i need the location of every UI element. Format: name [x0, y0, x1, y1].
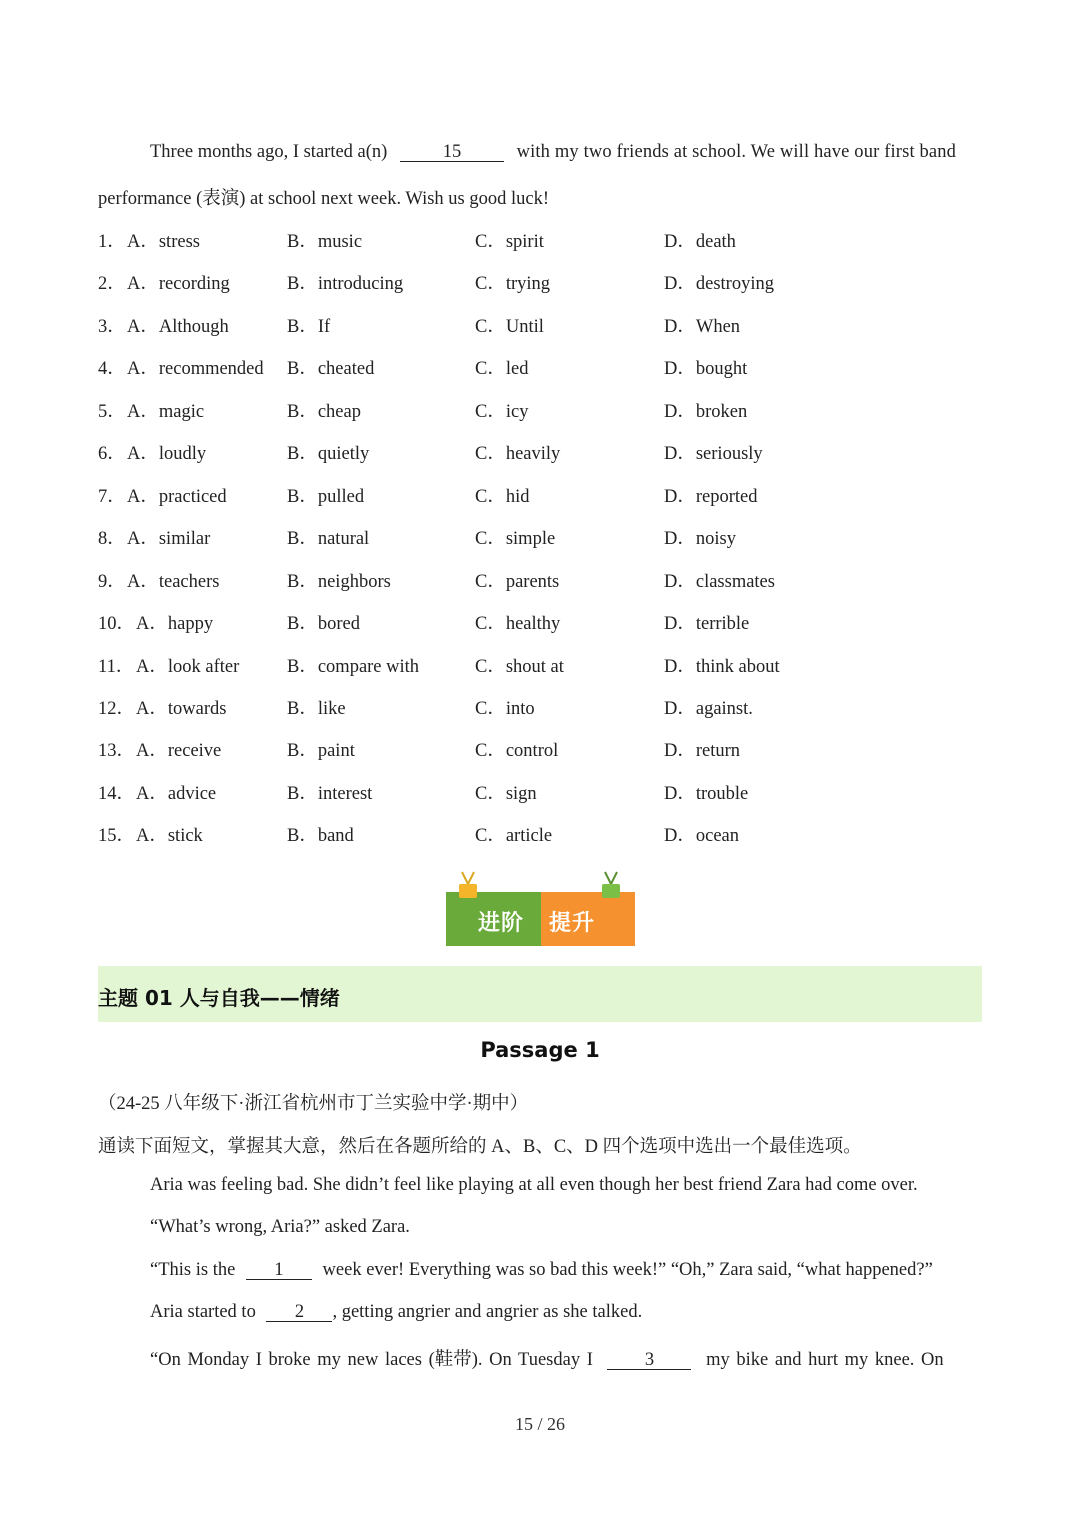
option-a[interactable]: A．loudly [127, 444, 207, 464]
question-number: 8． [98, 529, 126, 549]
answer-blank-15: 15 [400, 143, 504, 162]
option-b[interactable]: B．paint [287, 741, 355, 761]
topic-header [98, 966, 982, 1022]
option-a[interactable]: A．magic [127, 402, 205, 422]
option-c[interactable]: C．healthy [475, 614, 561, 634]
source-note: （24-25 八年级下·浙江省杭州市丁兰实验中学·期中） [98, 1094, 529, 1114]
option-d[interactable]: D．broken [664, 402, 748, 422]
option-d[interactable]: D．return [664, 741, 741, 761]
question-number: 11． [98, 657, 135, 677]
option-c[interactable]: C．trying [475, 274, 551, 294]
question-number: 12． [98, 699, 136, 719]
topic-title: 主题 01 人与自我——情绪 [98, 986, 340, 1010]
option-b[interactable]: B．interest [287, 784, 373, 804]
option-c[interactable]: C．sign [475, 784, 537, 804]
banner-left [446, 892, 541, 946]
option-d[interactable]: D．noisy [664, 529, 736, 549]
option-b[interactable]: B．like [287, 699, 346, 719]
option-b[interactable]: B．If [287, 317, 331, 337]
option-c[interactable]: C．article [475, 826, 553, 846]
answer-blank-2: 2 [266, 1303, 332, 1322]
p4-text-b: , getting angrier and angrier as she talked. [332, 1302, 643, 1322]
question-number: 2． [98, 274, 126, 294]
option-d[interactable]: D．trouble [664, 784, 749, 804]
option-d[interactable]: D．against. [664, 699, 753, 719]
question-number: 3． [98, 317, 126, 337]
option-d[interactable]: D．destroying [664, 274, 774, 294]
intro-line-2: performance (表演) at school next week. Wish us good luck! [98, 189, 550, 209]
option-a[interactable]: A．recording [127, 274, 230, 294]
option-c[interactable]: C．hid [475, 487, 530, 507]
p5-text-b: my bike and hurt my knee. On [706, 1350, 944, 1370]
answer-blank-1: 1 [246, 1261, 312, 1280]
question-number: 15． [98, 826, 136, 846]
option-a[interactable]: A．receive [136, 741, 222, 761]
passage-paragraph-4 [150, 1302, 642, 1323]
option-d[interactable]: D．reported [664, 487, 758, 507]
option-b[interactable]: B．introducing [287, 274, 404, 294]
option-b[interactable]: B．pulled [287, 487, 365, 507]
question-number: 1． [98, 232, 126, 252]
intro-text-a: Three months ago, I started a(n) [150, 142, 388, 162]
option-b[interactable]: B．bored [287, 614, 360, 634]
option-d[interactable]: D．When [664, 317, 741, 337]
question-number: 5． [98, 402, 126, 422]
binder-clip-icon [601, 870, 621, 900]
option-b[interactable]: B．band [287, 826, 354, 846]
option-a[interactable]: A．advice [136, 784, 217, 804]
passage-paragraph-3 [150, 1260, 933, 1281]
option-c[interactable]: C．heavily [475, 444, 561, 464]
option-b[interactable]: B．quietly [287, 444, 370, 464]
p4-text-a: Aria started to [150, 1302, 256, 1322]
p3-text-a: “This is the [150, 1260, 236, 1280]
question-number: 13． [98, 741, 136, 761]
question-number: 7． [98, 487, 126, 507]
option-a[interactable]: A．look after [136, 657, 240, 677]
banner-left-text: 进阶 [478, 911, 525, 936]
option-c[interactable]: C．control [475, 741, 559, 761]
page-number: 15 / 26 [514, 1414, 565, 1434]
question-number: 14． [98, 784, 136, 804]
option-a[interactable]: A．stick [136, 826, 203, 846]
p5-text-a: “On Monday I broke my new laces (鞋带). On Tuesday I [150, 1350, 593, 1370]
binder-clip-icon [458, 870, 478, 900]
option-d[interactable]: D．ocean [664, 826, 739, 846]
question-number: 6． [98, 444, 126, 464]
option-d[interactable]: D．terrible [664, 614, 750, 634]
option-b[interactable]: B．music [287, 232, 363, 252]
passage-paragraph-2: “What’s wrong, Aria?” asked Zara. [150, 1217, 410, 1237]
option-a[interactable]: A．happy [136, 614, 214, 634]
option-c[interactable]: C．icy [475, 402, 529, 422]
option-c[interactable]: C．spirit [475, 232, 544, 252]
option-c[interactable]: C．led [475, 359, 529, 379]
passage-paragraph-1: Aria was feeling bad. She didn’t feel like playing at all even though her best friend Zara had come over. [150, 1175, 918, 1195]
option-d[interactable]: D．death [664, 232, 736, 252]
option-c[interactable]: C．into [475, 699, 535, 719]
banner-right [541, 892, 635, 946]
option-a[interactable]: A．towards [136, 699, 227, 719]
question-number: 9． [98, 572, 126, 592]
option-b[interactable]: B．cheap [287, 402, 361, 422]
option-d[interactable]: D．seriously [664, 444, 763, 464]
intro-line-1 [150, 142, 956, 163]
option-a[interactable]: A．stress [127, 232, 200, 252]
option-b[interactable]: B．natural [287, 529, 370, 549]
option-b[interactable]: B．neighbors [287, 572, 391, 592]
option-a[interactable]: A．recommended [127, 359, 264, 379]
option-a[interactable]: A．similar [127, 529, 211, 549]
option-a[interactable]: A．teachers [127, 572, 220, 592]
instruction: 通读下面短文，掌握其大意，然后在各题所给的 A、B、C、D 四个选项中选出一个最佳选项。 [98, 1137, 862, 1157]
advance-banner [446, 890, 635, 946]
option-a[interactable]: A．Although [127, 317, 229, 337]
option-c[interactable]: C．Until [475, 317, 544, 337]
option-d[interactable]: D．think about [664, 657, 780, 677]
option-b[interactable]: B．compare with [287, 657, 420, 677]
option-c[interactable]: C．parents [475, 572, 560, 592]
p3-text-b: week ever! Everything was so bad this week!” “Oh,” Zara said, “what happened?” [322, 1260, 933, 1280]
option-b[interactable]: B．cheated [287, 359, 375, 379]
answer-blank-3: 3 [607, 1351, 691, 1370]
passage-paragraph-5 [150, 1345, 944, 1371]
option-a[interactable]: A．practiced [127, 487, 227, 507]
option-c[interactable]: C．simple [475, 529, 556, 549]
intro-text-b: with my two friends at school. We will have our first band [516, 142, 957, 162]
question-number: 10． [98, 614, 136, 634]
option-c[interactable]: C．shout at [475, 657, 564, 677]
question-number: 4． [98, 359, 126, 379]
option-d[interactable]: D．classmates [664, 572, 775, 592]
option-d[interactable]: D．bought [664, 359, 748, 379]
passage-title: Passage 1 [480, 1038, 600, 1062]
banner-right-text: 提升 [549, 911, 596, 936]
